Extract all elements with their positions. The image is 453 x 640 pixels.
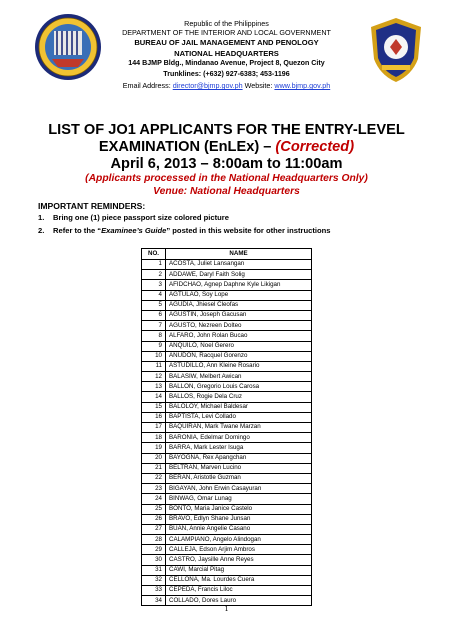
applicant-name: BONTO, Maria Janice Castelo [166,504,312,514]
applicant-name: AFIDCHAO, Agnep Daphne Kyle Likigan [166,280,312,290]
reminder-text: Bring one (1) piece passport size colored picture [53,213,229,222]
applicant-name: BAQUIRAN, Mark Twane Marzan [166,423,312,433]
row-number: 7 [142,321,166,331]
applicant-name: BAPTISTA, Levi Collado [166,412,312,422]
header-republic: Republic of the Philippines [184,19,269,28]
row-number: 15 [142,402,166,412]
applicant-name: ACOSTA, Juliet Lansangan [166,260,312,270]
column-header-name: NAME [166,249,312,260]
applicant-name: ANUDON, Racquel Gorenzo [166,351,312,361]
header-contact [100,82,353,89]
applicant-name: BERAN, Aristotle Guzman [166,473,312,483]
applicant-name: AGUSTIN, Joseph Gacusan [166,310,312,320]
table-row [142,484,312,494]
column-header-no: NO. [142,249,166,260]
applicants-table [141,248,312,606]
title-exam: EXAMINATION (EnLEx) – [98,139,276,155]
row-number: 16 [142,412,166,422]
table-row [142,290,312,300]
applicant-name: AGUSTO, Nezreen Dolteo [166,321,312,331]
row-number: 17 [142,423,166,433]
row-number: 21 [142,463,166,473]
row-number: 26 [142,514,166,524]
table-row [142,341,312,351]
row-number: 22 [142,473,166,483]
reminder-item [38,214,229,222]
reminder-text-pre: Refer to the “ [53,226,102,235]
row-number: 19 [142,443,166,453]
table-row [142,443,312,453]
applicant-name: CELLONA, Ma. Lourdes Cuera [166,575,312,585]
table-row [142,423,312,433]
row-number: 13 [142,382,166,392]
row-number: 30 [142,555,166,565]
row-number: 29 [142,545,166,555]
applicant-name: BINWAG, Omar Lunag [166,494,312,504]
applicant-name: BALOLOY, Michael Baldesar [166,402,312,412]
row-number: 8 [142,331,166,341]
applicant-name: BUAN, Annie Angelie Casano [166,524,312,534]
applicant-name: CEPEDA, Francis Liloc [166,586,312,596]
applicant-name: BALASIW, Melbert Awican [166,372,312,382]
subtitle-venue: Venue: National Headquarters [153,186,300,197]
table-row [142,361,312,371]
reminders-heading: IMPORTANT REMINDERS: [38,201,146,211]
header-department: DEPARTMENT OF THE INTERIOR AND LOCAL GOVERNMENT [122,28,331,37]
table-row [142,555,312,565]
table-row [142,321,312,331]
row-number: 2 [142,270,166,280]
applicant-name: CASTRO, Jaysille Anne Reyes [166,555,312,565]
table-body [142,260,312,606]
applicant-name: CAWI, Marcial Pitag [166,565,312,575]
row-number: 20 [142,453,166,463]
page-number: 1 [224,604,229,613]
reminder-item [38,227,331,235]
applicant-name: BELTRAN, Marven Lucino [166,463,312,473]
table-row [142,433,312,443]
applicant-name: ALFARO, John Rolan Bucao [166,331,312,341]
row-number: 23 [142,484,166,494]
applicant-name: ANQUILO, Noel Gerero [166,341,312,351]
applicant-name: ADDAWE, Daryl Faith Solig [166,270,312,280]
applicant-name: COLLADO, Dores Lauro [166,596,312,606]
title-date: April 6, 2013 – 8:00am to 11:00am [110,156,343,172]
row-number: 18 [142,433,166,443]
header-trunklines: Trunklines: (+632) 927-6383; 453-1196 [163,70,290,78]
applicant-name: ASTUDILLO, Ann Kleine Rosario [166,361,312,371]
applicant-name: CALLEJA, Edson Arjim Ambros [166,545,312,555]
row-number: 25 [142,504,166,514]
table-row [142,402,312,412]
table-row [142,260,312,270]
row-number: 31 [142,565,166,575]
table-row [142,331,312,341]
row-number: 24 [142,494,166,504]
row-number: 34 [142,596,166,606]
table-row [142,300,312,310]
table-row [142,310,312,320]
table-row [142,504,312,514]
table-header-row [142,249,312,260]
row-number: 6 [142,310,166,320]
bjmp-badge-seal-icon [368,17,424,83]
table-row [142,280,312,290]
applicant-name: AGUDIA, Jhiesel Cleofas [166,300,312,310]
header-address: 144 BJMP Bldg., Mindanao Avenue, Project 8, Quezon City [128,59,325,67]
header-bureau: BUREAU OF JAIL MANAGEMENT AND PENOLOGY [134,38,319,47]
reminder-text-post: ” posted in this website for other instructions [166,226,331,235]
row-number: 14 [142,392,166,402]
table-row [142,463,312,473]
row-number: 9 [142,341,166,351]
table-row [142,412,312,422]
email-label: Email Address: [122,81,173,90]
applicant-name: BAYOGNA, Rex Apangchan [166,453,312,463]
applicant-name: BARRA, Mark Lester Isuga [166,443,312,453]
table-row [142,575,312,585]
row-number: 27 [142,524,166,534]
row-number: 12 [142,372,166,382]
table-row [142,392,312,402]
applicant-name: BALLOS, Rogie Dela Cruz [166,392,312,402]
reminder-number: 2. [38,226,45,235]
applicant-name: BIGAYAN, John Erwin Casayuran [166,484,312,494]
row-number: 32 [142,575,166,585]
bjmp-seal-icon [34,11,102,83]
applicant-name: BARONIA, Edelmar Domingo [166,433,312,443]
row-number: 1 [142,260,166,270]
row-number: 11 [142,361,166,371]
row-number: 10 [142,351,166,361]
table-row [142,453,312,463]
table-row [142,382,312,392]
applicant-name: BRAVO, Edlyn Shane Junsan [166,514,312,524]
website-link[interactable]: www.bjmp.gov.ph [274,81,331,90]
email-link[interactable]: director@bjmp.gov.ph [172,81,243,90]
applicant-name: BALLON, Gregorio Louis Carosa [166,382,312,392]
table-row [142,545,312,555]
row-number: 33 [142,586,166,596]
row-number: 3 [142,280,166,290]
table-row [142,351,312,361]
header-national-hq: NATIONAL HEADQUARTERS [174,49,279,58]
applicant-name: CALAMPIANO, Angelo Alindogan [166,535,312,545]
table-row [142,586,312,596]
table-row [142,372,312,382]
title-line-1: LIST OF JO1 APPLICANTS FOR THE ENTRY-LEVEL [48,122,405,138]
subtitle-applicants: (Applicants processed in the National Headquarters Only) [85,173,368,184]
table-row [142,565,312,575]
table-row [142,270,312,280]
title-line-2 [0,140,453,155]
table-row [142,473,312,483]
table-row [142,535,312,545]
row-number: 28 [142,535,166,545]
table-row [142,524,312,534]
examinees-guide-link: Examinee’s Guide [101,226,167,235]
table-row [142,494,312,504]
title-corrected: (Corrected) [275,139,355,155]
applicant-name: AGTULAO, Soy Lope [166,290,312,300]
row-number: 5 [142,300,166,310]
reminder-number: 1. [38,213,45,222]
website-label: Website: [242,81,275,90]
table-row [142,514,312,524]
row-number: 4 [142,290,166,300]
